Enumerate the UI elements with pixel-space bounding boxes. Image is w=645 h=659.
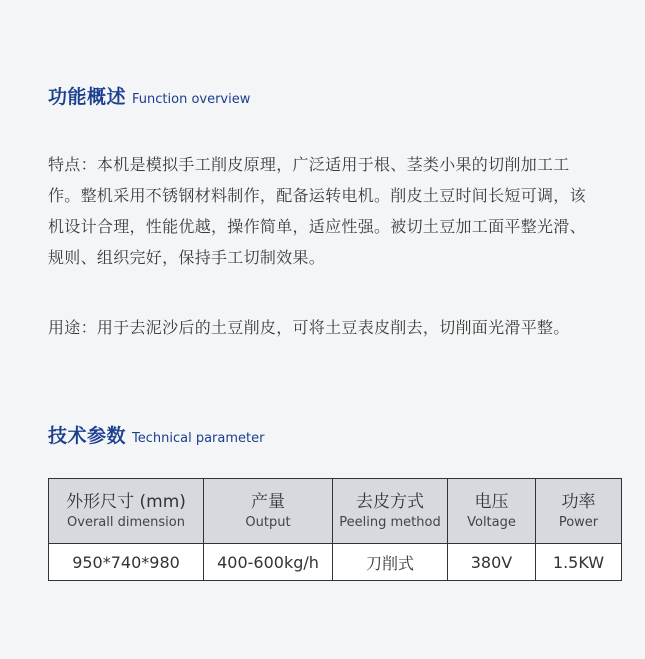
- cell-output: 400-600kg/h: [204, 544, 333, 581]
- cell-overall-dimension: 950*740*980: [49, 544, 204, 581]
- header-label-en: Voltage: [467, 514, 516, 530]
- header-overall-dimension: [49, 479, 204, 544]
- header-output: [204, 479, 333, 544]
- function-overview-title-zh: 功能概述: [48, 86, 127, 108]
- header-label-en: Overall dimension: [67, 514, 185, 530]
- parameter-table: [48, 478, 622, 581]
- function-overview-title-en: Function overview: [132, 92, 251, 107]
- usage-paragraph: 用途：用于去泥沙后的土豆削皮，可将土豆表皮削去，切削面光滑平整。: [48, 318, 570, 337]
- header-voltage: [448, 479, 536, 544]
- cell-peeling-method: 刀削式: [333, 544, 448, 581]
- cell-power: 1.5KW: [536, 544, 622, 581]
- header-label-zh: 功率: [561, 491, 596, 512]
- technical-parameter-heading: [48, 421, 264, 448]
- header-peeling-method: [333, 479, 448, 544]
- cell-voltage: 380V: [448, 544, 536, 581]
- table-row: [49, 544, 622, 581]
- header-label-en: Output: [245, 514, 291, 530]
- header-label-zh: 外形尺寸 (mm): [66, 491, 186, 512]
- table-header-row: [49, 479, 622, 544]
- header-label-en: Power: [558, 514, 599, 530]
- header-power: [536, 479, 622, 544]
- header-label-zh: 电压: [474, 491, 509, 512]
- header-label-zh: 去皮方式: [356, 491, 424, 512]
- features-paragraph: 特点：本机是模拟手工削皮原理，广泛适用于根、茎类小果的切削加工工作。整机采用不锈钢材料制作，配备运转电机。削皮土豆时间长短可调，该机设计合理，性能优越，操作简单，适应性强。被切土豆加工面平整光滑、规则、组织完好，保持手工切制效果。: [48, 155, 586, 267]
- technical-parameter-title-en: Technical parameter: [132, 431, 265, 446]
- technical-parameter-title-zh: 技术参数: [48, 425, 127, 447]
- header-label-en: Peeling method: [339, 514, 441, 530]
- function-overview-heading: [48, 82, 250, 109]
- header-label-zh: 产量: [251, 491, 285, 512]
